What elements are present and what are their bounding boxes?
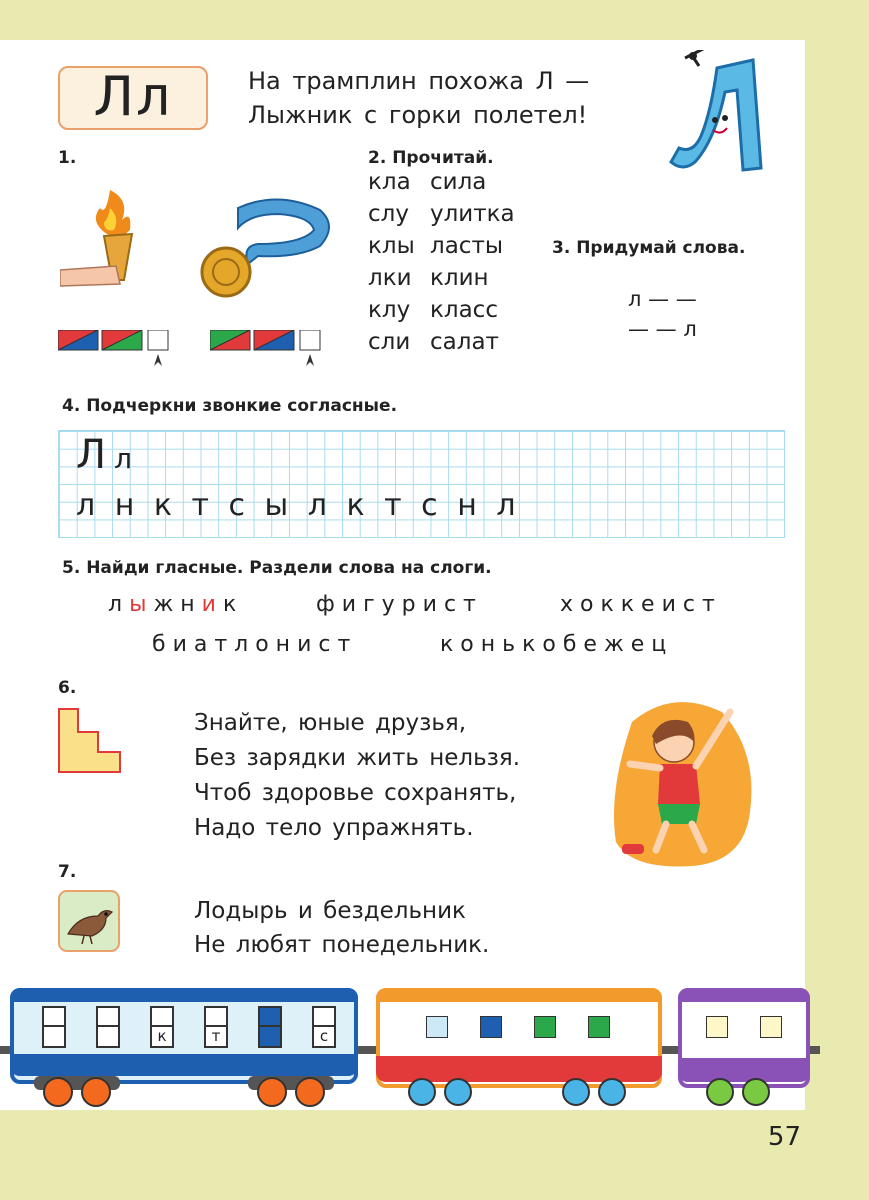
syllable: кла — [368, 169, 411, 195]
poem-line: Знайте, юные друзья, — [194, 710, 467, 736]
window — [480, 1016, 502, 1038]
medal-icon — [198, 198, 338, 300]
page-number: 57 — [767, 1122, 801, 1152]
word: салат — [430, 329, 499, 355]
task1-number: 1. — [58, 148, 77, 168]
letter-slot — [258, 1006, 282, 1048]
sound-scheme-2 — [210, 330, 325, 370]
window — [534, 1016, 556, 1038]
poem-line: На трамплин похожа Л — — [248, 67, 590, 95]
letter: л — [108, 592, 130, 617]
syllable-row — [368, 326, 515, 358]
word-biathlete: биатлонист — [152, 632, 358, 657]
letter-row: л н к т с ы л к т с н л — [76, 488, 519, 523]
slot-letter: к — [157, 1027, 167, 1045]
sample-upper: Л — [76, 432, 107, 478]
torch-icon — [60, 180, 146, 300]
syllable-row — [368, 294, 515, 326]
poem-line: Надо тело упражнять. — [194, 815, 474, 841]
window — [760, 1016, 782, 1038]
letter-slot — [150, 1006, 174, 1048]
vowel-letter: и — [201, 592, 223, 617]
letter-slot — [96, 1006, 120, 1048]
poem-line: Не любят понедельник. — [194, 932, 490, 958]
word: клин — [430, 265, 489, 291]
task4-title: 4. Подчеркни звонкие согласные. — [62, 396, 398, 416]
task2-title: 2. Прочитай. — [368, 148, 494, 168]
syllable-row — [368, 198, 515, 230]
window — [426, 1016, 448, 1038]
poem-line: Лыжник с горки полетел! — [248, 101, 588, 129]
exercising-girl-illustration — [612, 692, 758, 870]
letter-card: Лл — [58, 66, 208, 130]
task3-title: 3. Придумай слова. — [552, 238, 746, 258]
car-roof — [10, 988, 358, 1002]
slot-letter: т — [211, 1027, 221, 1045]
letter-slot — [312, 1006, 336, 1048]
syllable-table — [368, 166, 515, 358]
letter: н — [180, 592, 202, 617]
car-roof — [678, 988, 810, 1002]
exercise-poem — [194, 706, 520, 846]
sound-scheme-1 — [58, 330, 173, 370]
syllable: сли — [368, 329, 411, 355]
syllable: клы — [368, 233, 415, 259]
word: улитка — [430, 201, 515, 227]
task5-title: 5. Найди гласные. Раздели слова на слоги. — [62, 558, 492, 578]
letter: к — [222, 592, 244, 617]
word: класс — [430, 297, 498, 323]
bird-icon — [58, 890, 120, 952]
staircase-icon — [58, 708, 122, 774]
word-speed-skater: конькобежец — [440, 632, 674, 657]
syllable: клу — [368, 297, 411, 323]
syllable: лки — [368, 265, 412, 291]
slot-letter: с — [319, 1027, 329, 1045]
task7-number: 7. — [58, 862, 77, 882]
wheels-purple-car — [700, 1074, 800, 1110]
vowel-letter: ы — [129, 592, 154, 617]
header-poem — [248, 64, 589, 132]
letter-l-illustration — [665, 50, 775, 180]
poem-line: Без зарядки жить нельзя. — [194, 745, 521, 771]
word-skier — [108, 592, 243, 617]
poem-line: Чтоб здоровье сохранять, — [194, 780, 517, 806]
window — [706, 1016, 728, 1038]
wheels-blue-car — [28, 1070, 348, 1110]
word: сила — [430, 169, 487, 195]
letter: ж — [153, 592, 181, 617]
syllable-row — [368, 262, 515, 294]
word-hockey-player: хоккеист — [560, 592, 722, 617]
sample-letters — [76, 432, 132, 482]
sample-lower: л — [114, 442, 132, 475]
syllable-row — [368, 230, 515, 262]
wheels-orange-car — [396, 1074, 646, 1110]
word-patterns — [628, 284, 697, 344]
pattern: — — л — [628, 317, 697, 341]
pattern: л — — — [628, 287, 697, 311]
letter-slot — [204, 1006, 228, 1048]
syllable-row — [368, 166, 515, 198]
task6-number: 6. — [58, 678, 77, 698]
lazy-poem — [194, 894, 489, 962]
letter-slot — [42, 1006, 66, 1048]
poem-line: Лодырь и бездельник — [194, 898, 466, 924]
word-figure-skater: фигурист — [316, 592, 483, 617]
syllable: слу — [368, 201, 409, 227]
window — [588, 1016, 610, 1038]
word: ласты — [430, 233, 503, 259]
car-roof — [376, 988, 662, 1002]
